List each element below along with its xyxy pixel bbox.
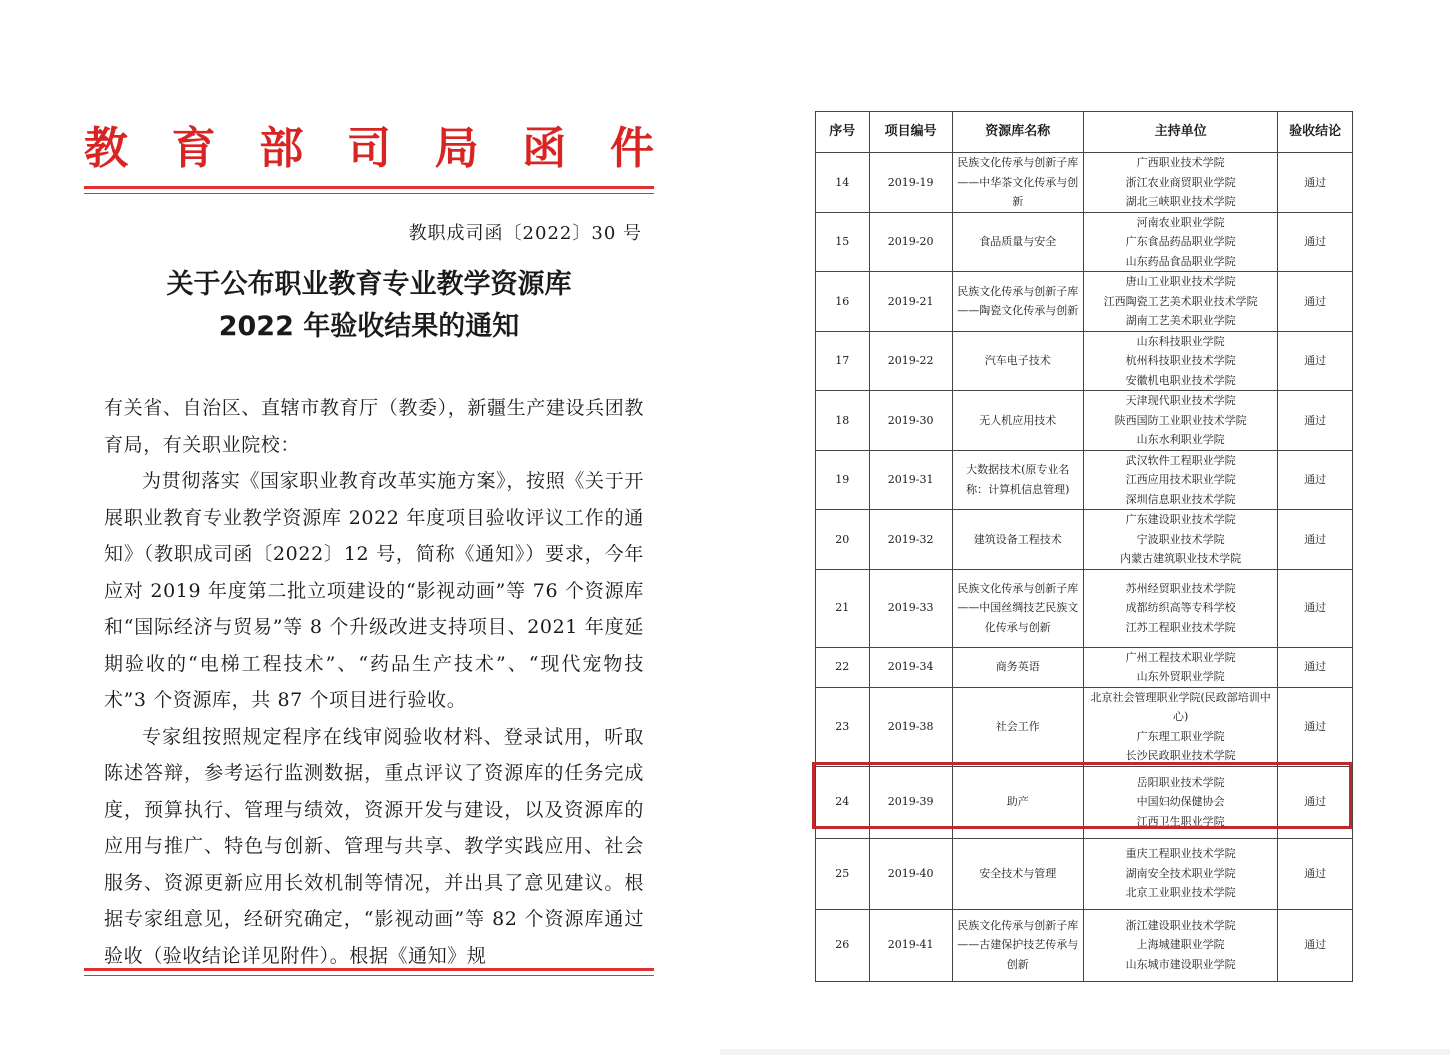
cell-hosts (1083, 272, 1277, 332)
cell-name: 民族文化传承与创新子库——中国丝绸技艺民族文化传承与创新 (952, 569, 1083, 647)
letterhead-char: 件 (609, 123, 654, 174)
cell-code: 2019-40 (869, 838, 952, 909)
cell-result: 通过 (1278, 331, 1353, 391)
letterhead-char: 司 (346, 123, 391, 174)
cell-name: 助产 (952, 766, 1083, 838)
cell-result: 通过 (1278, 272, 1353, 332)
cell-code: 2019-19 (869, 153, 952, 213)
cell-hosts (1083, 909, 1277, 981)
host-institution: 江西陶瓷工艺美术职业技术学院 (1103, 294, 1258, 308)
host-institution: 重庆工程职业技术学院 (1125, 847, 1236, 861)
table-row (816, 687, 1353, 766)
cell-result: 通过 (1278, 391, 1353, 451)
letterhead-char: 教 (84, 123, 128, 174)
host-institution: 江西应用技术职业学院 (1125, 473, 1236, 486)
cell-no: 21 (816, 569, 870, 647)
table-body (816, 153, 1353, 982)
page-edge (720, 1049, 1450, 1055)
cell-hosts (1083, 569, 1277, 647)
document-number: 教职成司函〔2022〕30 号 (408, 223, 642, 244)
host-institution: 广西职业技术学院 (1136, 156, 1225, 169)
table-row (816, 450, 1353, 510)
cell-result: 通过 (1278, 647, 1353, 687)
header-no: 序号 (816, 112, 870, 153)
host-institution: 山东水利职业学院 (1136, 433, 1225, 446)
host-institution: 岳阳职业技术学院 (1136, 775, 1225, 789)
host-institution: 内蒙古建筑职业技术学院 (1120, 552, 1242, 565)
cell-no: 22 (816, 647, 870, 687)
cell-result: 通过 (1278, 569, 1353, 647)
title-line: 关于公布职业教育专业教学资源库 (166, 269, 572, 300)
cell-result: 通过 (1278, 838, 1353, 909)
cell-name: 民族文化传承与创新子库——陶瓷文化传承与创新 (952, 272, 1083, 332)
cell-no: 14 (816, 153, 870, 213)
cell-no: 17 (816, 331, 870, 391)
table-row (816, 391, 1353, 451)
cell-name: 大数据技术(原专业名称：计算机信息管理) (952, 450, 1083, 510)
host-institution: 苏州经贸职业技术学院 (1125, 581, 1236, 595)
results-table (815, 111, 1353, 982)
table-row (816, 331, 1353, 391)
cell-name: 无人机应用技术 (952, 391, 1083, 451)
table-row (816, 838, 1353, 909)
cell-result: 通过 (1278, 153, 1353, 213)
host-institution: 湖南工艺美术职业学院 (1125, 314, 1236, 327)
cell-hosts (1083, 153, 1277, 213)
host-institution: 中国妇幼保健协会 (1136, 795, 1225, 809)
host-institution: 广东食品药品职业学院 (1125, 235, 1236, 248)
host-institution: 江苏工程职业技术学院 (1125, 620, 1236, 634)
document-title (84, 264, 654, 348)
cell-hosts (1083, 391, 1277, 451)
letterhead-rule (84, 186, 654, 189)
host-institution: 上海城建职业学院 (1136, 938, 1225, 952)
cell-name: 安全技术与管理 (952, 838, 1083, 909)
host-institution: 山东药品食品职业学院 (1125, 254, 1236, 268)
cell-no: 20 (816, 510, 870, 570)
attachment-page (720, 0, 1450, 1055)
cell-hosts (1083, 212, 1277, 272)
table-row (816, 647, 1353, 687)
host-institution: 山东城市建设职业学院 (1125, 957, 1236, 971)
host-institution: 浙江农业商贸职业学院 (1125, 175, 1236, 189)
cell-code: 2019-41 (869, 909, 952, 981)
cell-no: 24 (816, 766, 870, 838)
table-row (816, 766, 1353, 838)
cell-result: 通过 (1278, 212, 1353, 272)
cell-result: 通过 (1278, 450, 1353, 510)
cell-name: 食品质量与安全 (952, 212, 1083, 272)
letterhead-rule-thin (84, 193, 654, 194)
host-institution: 唐山工业职业技术学院 (1125, 275, 1236, 288)
letterhead-char: 部 (259, 123, 304, 174)
host-institution: 湖南安全技术职业学院 (1125, 866, 1236, 880)
cell-hosts (1083, 510, 1277, 570)
cell-no: 18 (816, 391, 870, 451)
host-institution: 杭州科技职业技术学院 (1125, 354, 1236, 367)
table-row (816, 153, 1353, 213)
cell-name: 民族文化传承与创新子库——古建保护技艺传承与创新 (952, 909, 1083, 981)
letterhead-char: 育 (171, 123, 216, 174)
cell-code: 2019-39 (869, 766, 952, 838)
table-header-row (816, 112, 1353, 153)
table-row (816, 510, 1353, 570)
host-institution: 江西卫生职业学院 (1136, 814, 1225, 828)
cell-result: 通过 (1278, 687, 1353, 766)
body-paragraph: 专家组按照规定程序在线审阅验收材料、登录试用，听取陈述答辩，参考运行监测数据，重点评议了资源库的任务完成度，预算执行、管理与绩效，资源开发与建设，以及资源库的应用与推广、特色与创新、管理与共享、教学实践应用、社会服务、资源更新应用长效机制等情况，并出具了意见建议。根据专家组意见，经研究确定，“影视动画”等 82 个资源库通过验收（验收结论详见附件）。根据《通知》规 (104, 725, 644, 967)
cell-no: 23 (816, 687, 870, 766)
cell-code: 2019-38 (869, 687, 952, 766)
cell-code: 2019-22 (869, 331, 952, 391)
cell-code: 2019-34 (869, 647, 952, 687)
cell-result: 通过 (1278, 766, 1353, 838)
cell-code: 2019-32 (869, 510, 952, 570)
cell-hosts (1083, 687, 1277, 766)
host-institution: 广东建设职业技术学院 (1125, 513, 1236, 526)
cell-hosts (1083, 450, 1277, 510)
title-line: 2022 年验收结果的通知 (218, 311, 520, 342)
header-code: 项目编号 (869, 112, 952, 153)
host-institution: 成都纺织高等专科学校 (1125, 601, 1236, 615)
host-institution: 天津现代职业技术学院 (1125, 394, 1236, 407)
cell-no: 26 (816, 909, 870, 981)
table-row (816, 212, 1353, 272)
cell-name: 民族文化传承与创新子库——中华茶文化传承与创新 (952, 153, 1083, 213)
cell-no: 25 (816, 838, 870, 909)
host-institution: 武汉软件工程职业学院 (1125, 453, 1236, 467)
cell-hosts (1083, 647, 1277, 687)
host-institution: 湖北三峡职业技术学院 (1125, 195, 1236, 208)
body-paragraph: 为贯彻落实《国家职业教育改革实施方案》，按照《关于开展职业教育专业教学资源库 2022 年度项目验收评议工作的通知》（教职成司函〔2022〕12 号，简称《通知》）要求，今年应对 2019 年度第二批立项建设的“影视动画”等 76 个资源库和“国际经济与贸易”等 8 个升级改进支持项目、2021 年度延期验收的“电梯工程技术”、“药品生产技术”、“现代宠物技术”3 个资源库，共 87 个项目进行验收。 (104, 470, 644, 711)
header-name: 资源库名称 (952, 112, 1083, 153)
host-institution: 浙江建设职业技术学院 (1125, 918, 1236, 932)
table-row (816, 272, 1353, 332)
host-institution: 山东外贸职业学院 (1136, 670, 1225, 683)
cell-no: 16 (816, 272, 870, 332)
cell-code: 2019-21 (869, 272, 952, 332)
host-institution: 安徽机电职业技术学院 (1125, 373, 1236, 387)
cell-name: 建筑设备工程技术 (952, 510, 1083, 570)
host-institution: 深圳信息职业技术学院 (1125, 492, 1236, 506)
cell-code: 2019-20 (869, 212, 952, 272)
host-institution: 广州工程技术职业学院 (1125, 650, 1236, 664)
header-host: 主持单位 (1083, 112, 1277, 153)
table-row (816, 569, 1353, 647)
table-row (816, 909, 1353, 981)
host-institution: 北京社会管理职业学院(民政部培训中心) (1090, 690, 1271, 723)
cell-hosts (1083, 331, 1277, 391)
host-institution: 陕西国防工业职业技术学院 (1114, 413, 1247, 427)
host-institution: 广东理工职业学院 (1136, 729, 1225, 743)
header-result: 验收结论 (1278, 112, 1353, 153)
letterhead-char: 函 (522, 123, 567, 174)
cell-code: 2019-31 (869, 450, 952, 510)
footer-rule (84, 968, 654, 971)
letter-body (104, 390, 644, 974)
cell-no: 15 (816, 212, 870, 272)
host-institution: 山东科技职业学院 (1136, 334, 1225, 348)
cell-result: 通过 (1278, 510, 1353, 570)
host-institution: 河南农业职业学院 (1136, 215, 1225, 229)
host-institution: 宁波职业技术学院 (1136, 532, 1225, 546)
letter-page (0, 0, 720, 1055)
cell-name: 商务英语 (952, 647, 1083, 687)
cell-name: 社会工作 (952, 687, 1083, 766)
host-institution: 长沙民政职业技术学院 (1125, 749, 1236, 762)
cell-name: 汽车电子技术 (952, 331, 1083, 391)
cell-code: 2019-33 (869, 569, 952, 647)
cell-hosts (1083, 766, 1277, 838)
cell-no: 19 (816, 450, 870, 510)
cell-hosts (1083, 838, 1277, 909)
letterhead-title (84, 112, 654, 176)
letterhead-char: 局 (434, 123, 479, 174)
salutation: 有关省、自治区、直辖市教育厅（教委），新疆生产建设兵团教育局，有关职业院校： (104, 397, 644, 456)
host-institution: 北京工业职业技术学院 (1125, 886, 1236, 900)
cell-result: 通过 (1278, 909, 1353, 981)
cell-code: 2019-30 (869, 391, 952, 451)
footer-rule-thin (84, 975, 654, 976)
